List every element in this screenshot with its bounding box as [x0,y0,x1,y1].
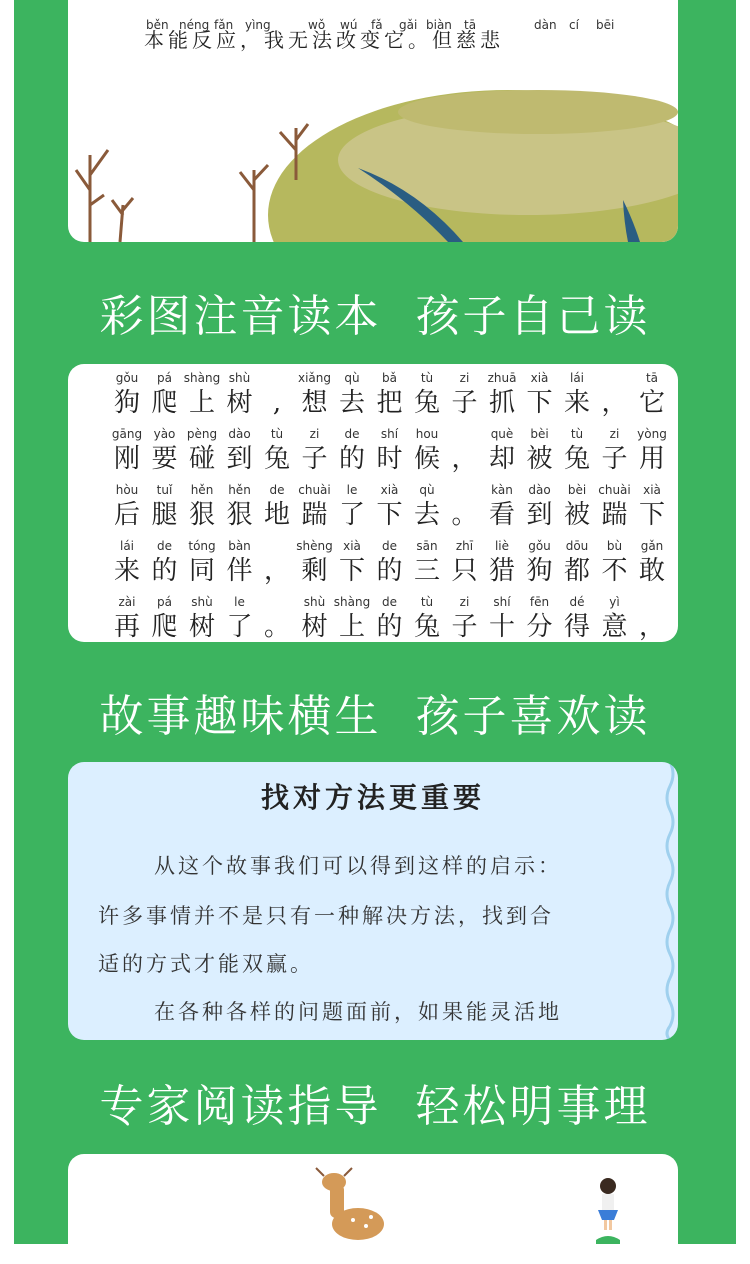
hanzi: 想 [301,388,328,418]
pinyin: fǎn [214,18,234,32]
pinyin: shù [228,371,251,385]
pinyin: tù [270,427,284,441]
hanzi: ， [451,444,478,474]
pinyin: de [157,539,172,553]
bottom-illustration-card [68,1154,678,1264]
hanzi: , [272,388,282,418]
hanzi: 十 [488,612,515,642]
passage-card [68,364,678,642]
pinyin: bèi [530,427,549,441]
hanzi: 狠 [226,500,253,530]
pinyin: xià [343,539,361,553]
hanzi: 被 [526,444,553,474]
hanzi: 敢 [638,556,665,586]
pinyin: gǒu [115,371,139,385]
hanzi: 的 [376,556,403,586]
pinyin: fǎ [371,18,383,32]
pinyin: dé [569,595,585,609]
hanzi: 猎 [488,556,515,586]
pinyin: yòng [637,427,667,441]
pinyin: hou [415,427,439,441]
guide-title: 找对方法更重要 [260,781,485,814]
guide-line: 从这个故事我们可以得到这样的启示： [154,854,562,878]
pinyin: chuài [598,483,631,497]
pinyin: pá [157,595,172,609]
hanzi: 都 [563,556,590,586]
hanzi: 兔 [263,444,290,474]
hanzi: 同 [188,556,215,586]
pinyin-character [630,370,674,420]
hanzi: 来 [563,388,590,418]
hanzi: 地 [263,500,290,530]
pinyin: chuài [298,483,331,497]
pinyin: lái [569,371,585,385]
deer-and-girl-illustration [68,1154,678,1244]
guide-line: 在各种各样的问题面前，如果能灵活地 [154,1000,562,1024]
hanzi: 得 [563,612,590,642]
hanzi: 的 [151,556,178,586]
hanzi: 用 [638,444,665,474]
landscape-illustration [68,0,678,242]
hanzi: 狗 [113,388,140,418]
pinyin: kàn [491,483,513,497]
hanzi: 候 [413,444,440,474]
hanzi: 被 [563,500,590,530]
hanzi: 去 [413,500,440,530]
passage-line [68,538,678,594]
pinyin: bàn [228,539,251,553]
illustration-card [68,0,678,242]
pinyin: dào [528,483,551,497]
hanzi: 爬 [151,612,178,642]
pinyin [630,594,674,610]
pinyin: zi [309,427,320,441]
passage-line [68,482,678,538]
pinyin: de [269,483,285,497]
hanzi: 爬 [151,388,178,418]
deer-icon [316,1168,384,1240]
pinyin: xià [530,371,549,385]
pinyin-character [630,538,674,588]
pinyin: lái [119,539,135,553]
pinyin: qù [419,483,435,497]
pinyin: shí [380,427,399,441]
pinyin: gǒu [528,539,551,553]
hanzi: 兔 [563,444,590,474]
hanzi: 子 [451,612,478,642]
hanzi: 子 [301,444,328,474]
hanzi: 抓 [488,388,515,418]
pinyin: bèi [567,483,587,497]
hanzi: 子 [451,388,478,418]
hanzi: 只 [451,556,478,586]
pinyin: shàng [183,371,221,385]
green-tab [596,1236,620,1244]
pinyin: gāng [111,427,143,441]
pinyin: tā [464,18,477,32]
hanzi: 要 [151,444,178,474]
pinyin: hěn [228,483,251,497]
pinyin: hěn [190,483,214,497]
pinyin: dào [228,427,251,441]
pinyin: pèng [186,427,218,441]
passage-line [68,594,678,642]
pinyin: fēn [529,595,550,609]
pinyin: bù [606,539,623,553]
headline-expert-guide: 专家阅读指导 轻松明事理 [99,1081,651,1132]
pinyin: tā [645,371,659,385]
hanzi: 。 [263,612,290,642]
hanzi: ， [263,556,290,586]
hanzi: ， [601,388,628,418]
hanzi: 下 [338,556,365,586]
hanzi: 树 [226,388,253,418]
hanzi: 腿 [151,500,178,530]
hanzi: 的 [338,444,365,474]
hanzi: ， [638,612,665,642]
hanzi: 看 [488,500,515,530]
hanzi: 踹 [601,500,628,530]
hanzi: 。 [451,500,478,530]
pinyin: zhī [455,539,474,553]
hanzi: 去 [338,388,365,418]
pinyin: shàng [333,595,371,609]
passage-line [68,370,678,426]
illustration-text: 本能反应，我无法改变它。但慈悲 [144,28,504,52]
headline-fun-story: 故事趣味横生 孩子喜欢读 [99,691,651,742]
hanzi: 树 [301,612,328,642]
hill-band [398,90,678,134]
pinyin: zài [118,595,136,609]
pinyin: tù [570,427,584,441]
hanzi: 到 [526,500,553,530]
pinyin: tóng [188,539,216,553]
pinyin: xiǎng [297,371,331,385]
hanzi: 狠 [188,500,215,530]
hanzi: 却 [488,444,515,474]
pinyin: wǒ [308,18,326,32]
hanzi: 踹 [301,500,328,530]
hanzi: 到 [226,444,253,474]
guide-line: 许多事情并不是只有一种解决方法，找到合 [98,904,554,928]
guide-line: 适的方式才能双赢。 [98,952,314,976]
hanzi: 意 [601,612,628,642]
pinyin: dōu [565,539,589,553]
pinyin-character [630,426,674,476]
pinyin: pá [157,371,172,385]
pinyin: cí [569,18,579,32]
hanzi: 再 [113,612,140,642]
pinyin: zi [459,595,470,609]
pinyin: tù [420,595,434,609]
pinyin: de [344,427,360,441]
pinyin: shèng [296,539,333,553]
hanzi: 下 [638,500,665,530]
hanzi: 时 [376,444,403,474]
pinyin: wú [340,18,358,32]
pinyin: shí [493,595,511,609]
pinyin-character [630,594,674,642]
pinyin: néng [179,18,210,32]
pinyin: shù [191,595,213,609]
hanzi: 它 [638,388,665,418]
pinyin: qù [344,371,360,385]
pinyin: de [382,595,397,609]
pinyin: yìng [245,18,271,32]
hanzi: 的 [376,612,403,642]
hanzi: 兔 [413,612,440,642]
pinyin: gǎi [399,18,418,32]
hanzi: 上 [188,388,215,418]
hanzi: 了 [338,500,365,530]
pinyin: yào [153,427,176,441]
hanzi: 子 [601,444,628,474]
pinyin: de [382,539,397,553]
pinyin: biàn [426,18,452,32]
pinyin: bǎ [382,371,397,385]
pinyin: sān [416,539,438,553]
pinyin: tuǐ [156,483,173,497]
pinyin: zhuā [487,371,517,385]
hanzi: 刚 [113,444,140,474]
hanzi: 伴 [226,556,253,586]
hanzi: 后 [113,500,140,530]
hanzi: 剩 [301,556,328,586]
wavy-edge-decoration [664,762,678,1040]
hanzi: 不 [601,556,628,586]
pinyin: dàn [534,18,557,32]
pinyin: gǎn [640,539,664,553]
pinyin: běn [146,18,169,32]
hanzi: 三 [413,556,440,586]
pinyin: shù [303,595,326,609]
pinyin: zi [459,371,470,385]
pinyin: tù [420,371,434,385]
pinyin: le [346,483,358,497]
pinyin: yì [609,595,620,609]
hanzi: 碰 [188,444,215,474]
pinyin: xià [643,483,661,497]
pinyin: liè [494,539,510,553]
hanzi: 上 [338,612,365,642]
hanzi: 狗 [526,556,553,586]
pinyin-character [630,482,674,532]
pinyin: bēi [596,18,615,32]
girl-icon [598,1178,618,1230]
hanzi: 分 [526,612,553,642]
hanzi: 兔 [413,388,440,418]
pinyin: xià [380,483,399,497]
pinyin: què [490,427,514,441]
hanzi: 了 [226,612,253,642]
passage-line [68,426,678,482]
hanzi: 下 [376,500,403,530]
pinyin: zi [609,427,620,441]
pinyin: le [234,595,245,609]
hanzi: 树 [188,612,215,642]
hanzi: 下 [526,388,553,418]
headline-picture-pinyin: 彩图注音读本 孩子自己读 [99,291,651,342]
reading-guide-card [68,762,678,1040]
hanzi: 把 [376,388,403,418]
hanzi: 来 [113,556,140,586]
pinyin: hòu [115,483,139,497]
